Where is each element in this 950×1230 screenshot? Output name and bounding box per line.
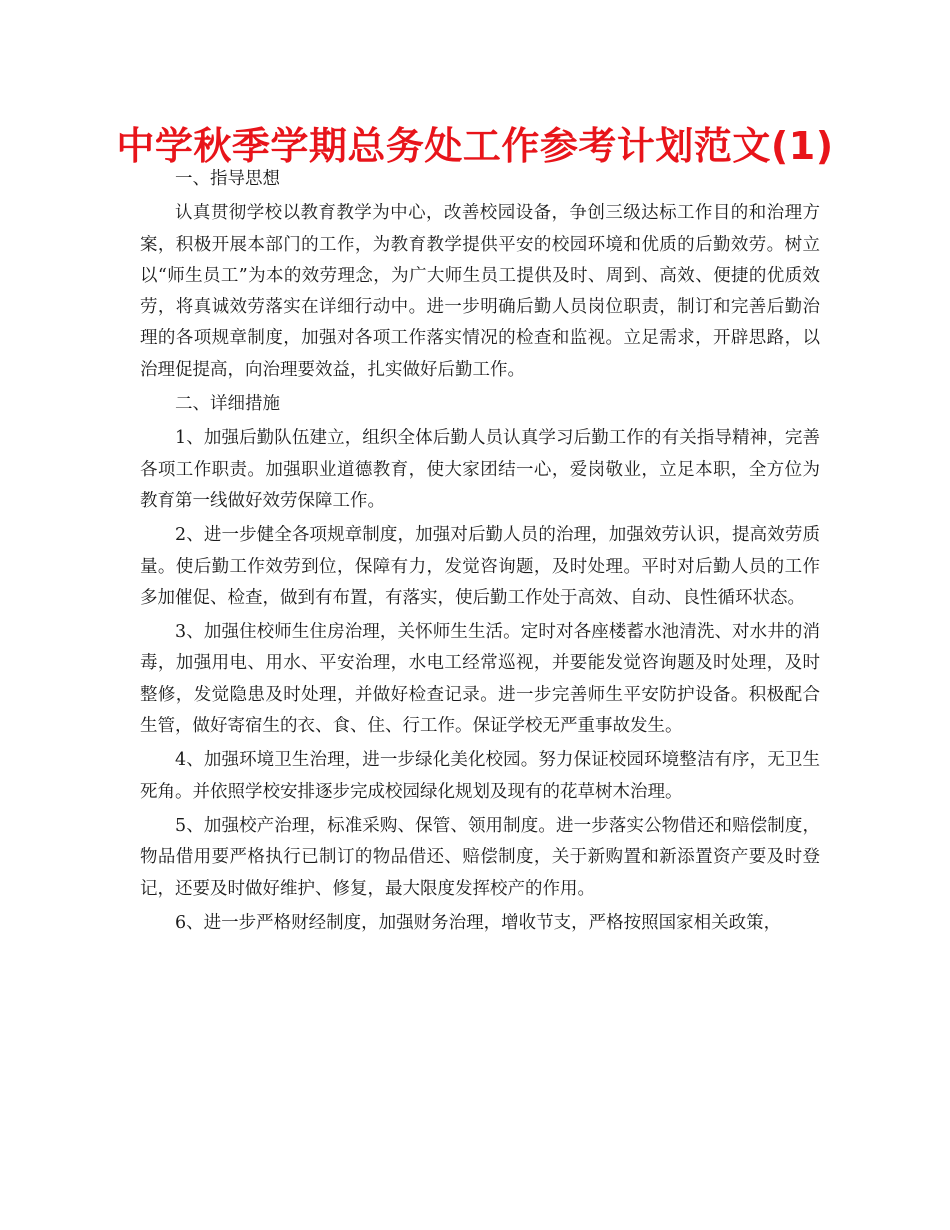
paragraph-measure-2: 2、进一步健全各项规章制度，加强对后勤人员的治理，加强效劳认识，提高效劳质量。使后勤工作效劳到位，保障有力，发觉咨询题，及时处理。平时对后勤人员的工作多加催促、检查，做到有布置，有落实，使后勤工作处于高效、自动、良性循环状态。 [140,525,820,608]
paragraph-guiding-thought: 认真贯彻学校以教育教学为中心，改善校园设备，争创三级达标工作目的和治理方案，积极开展本部门的工作，为教育教学提供平安的校园环境和优质的后勤效劳。树立以“师生员工”为本的效劳理念，为广大师生员工提供及时、周到、高效、便捷的优质效劳，将真诚效劳落实在详细行动中。进一步明确后勤人员岗位职责，制订和完善后勤治理的各项规章制度，加强对各项工作落实情况的检查和监视。立足需求，开辟思路，以治理促提高，向治理要效益，扎实做好后勤工作。 [140,203,820,380]
section-heading-guiding-thought: 一、指导思想 [175,169,280,189]
paragraph-measure-4: 4、加强环境卫生治理，进一步绿化美化校园。努力保证校园环境整洁有序，无卫生死角。并依照学校安排逐步完成校园绿化规划及现有的花草树木治理。 [140,750,820,802]
document-body [140,164,820,942]
paragraph-measure-6: 6、进一步严格财经制度，加强财务治理，增收节支，严格按照国家相关政策， [175,912,782,933]
paragraph-measure-5: 5、加强校产治理，标准采购、保管、领用制度。进一步落实公物借还和赔偿制度，物品借用要严格执行已制订的物品借还、赔偿制度，关于新购置和新添置资产要及时登记，还要及时做好维护、修复，最大限度发挥校产的作用。 [140,815,820,899]
paragraph-measure-3: 3、加强住校师生住房治理，关怀师生生活。定时对各座楼蓄水池清洗、对水井的消毒，加强用电、用水、平安治理，水电工经常巡视，并要能发觉咨询题及时处理，及时整修，发觉隐患及时处理，并做好检查记录。进一步完善师生平安防护设备。积极配合生管，做好寄宿生的衣、食、住、行工作。保证学校无严重事故发生。 [140,622,820,737]
document-title: 中学秋季学期总务处工作参考计划范文(1) [116,124,834,168]
paragraph-measure-1: 1、加强后勤队伍建立，组织全体后勤人员认真学习后勤工作的有关指导精神，完善各项工作职责。加强职业道德教育，使大家团结一心，爱岗敬业，立足本职，全方位为教育第一线做好效劳保障工作。 [140,428,820,511]
section-heading-measures: 二、详细措施 [175,394,280,415]
